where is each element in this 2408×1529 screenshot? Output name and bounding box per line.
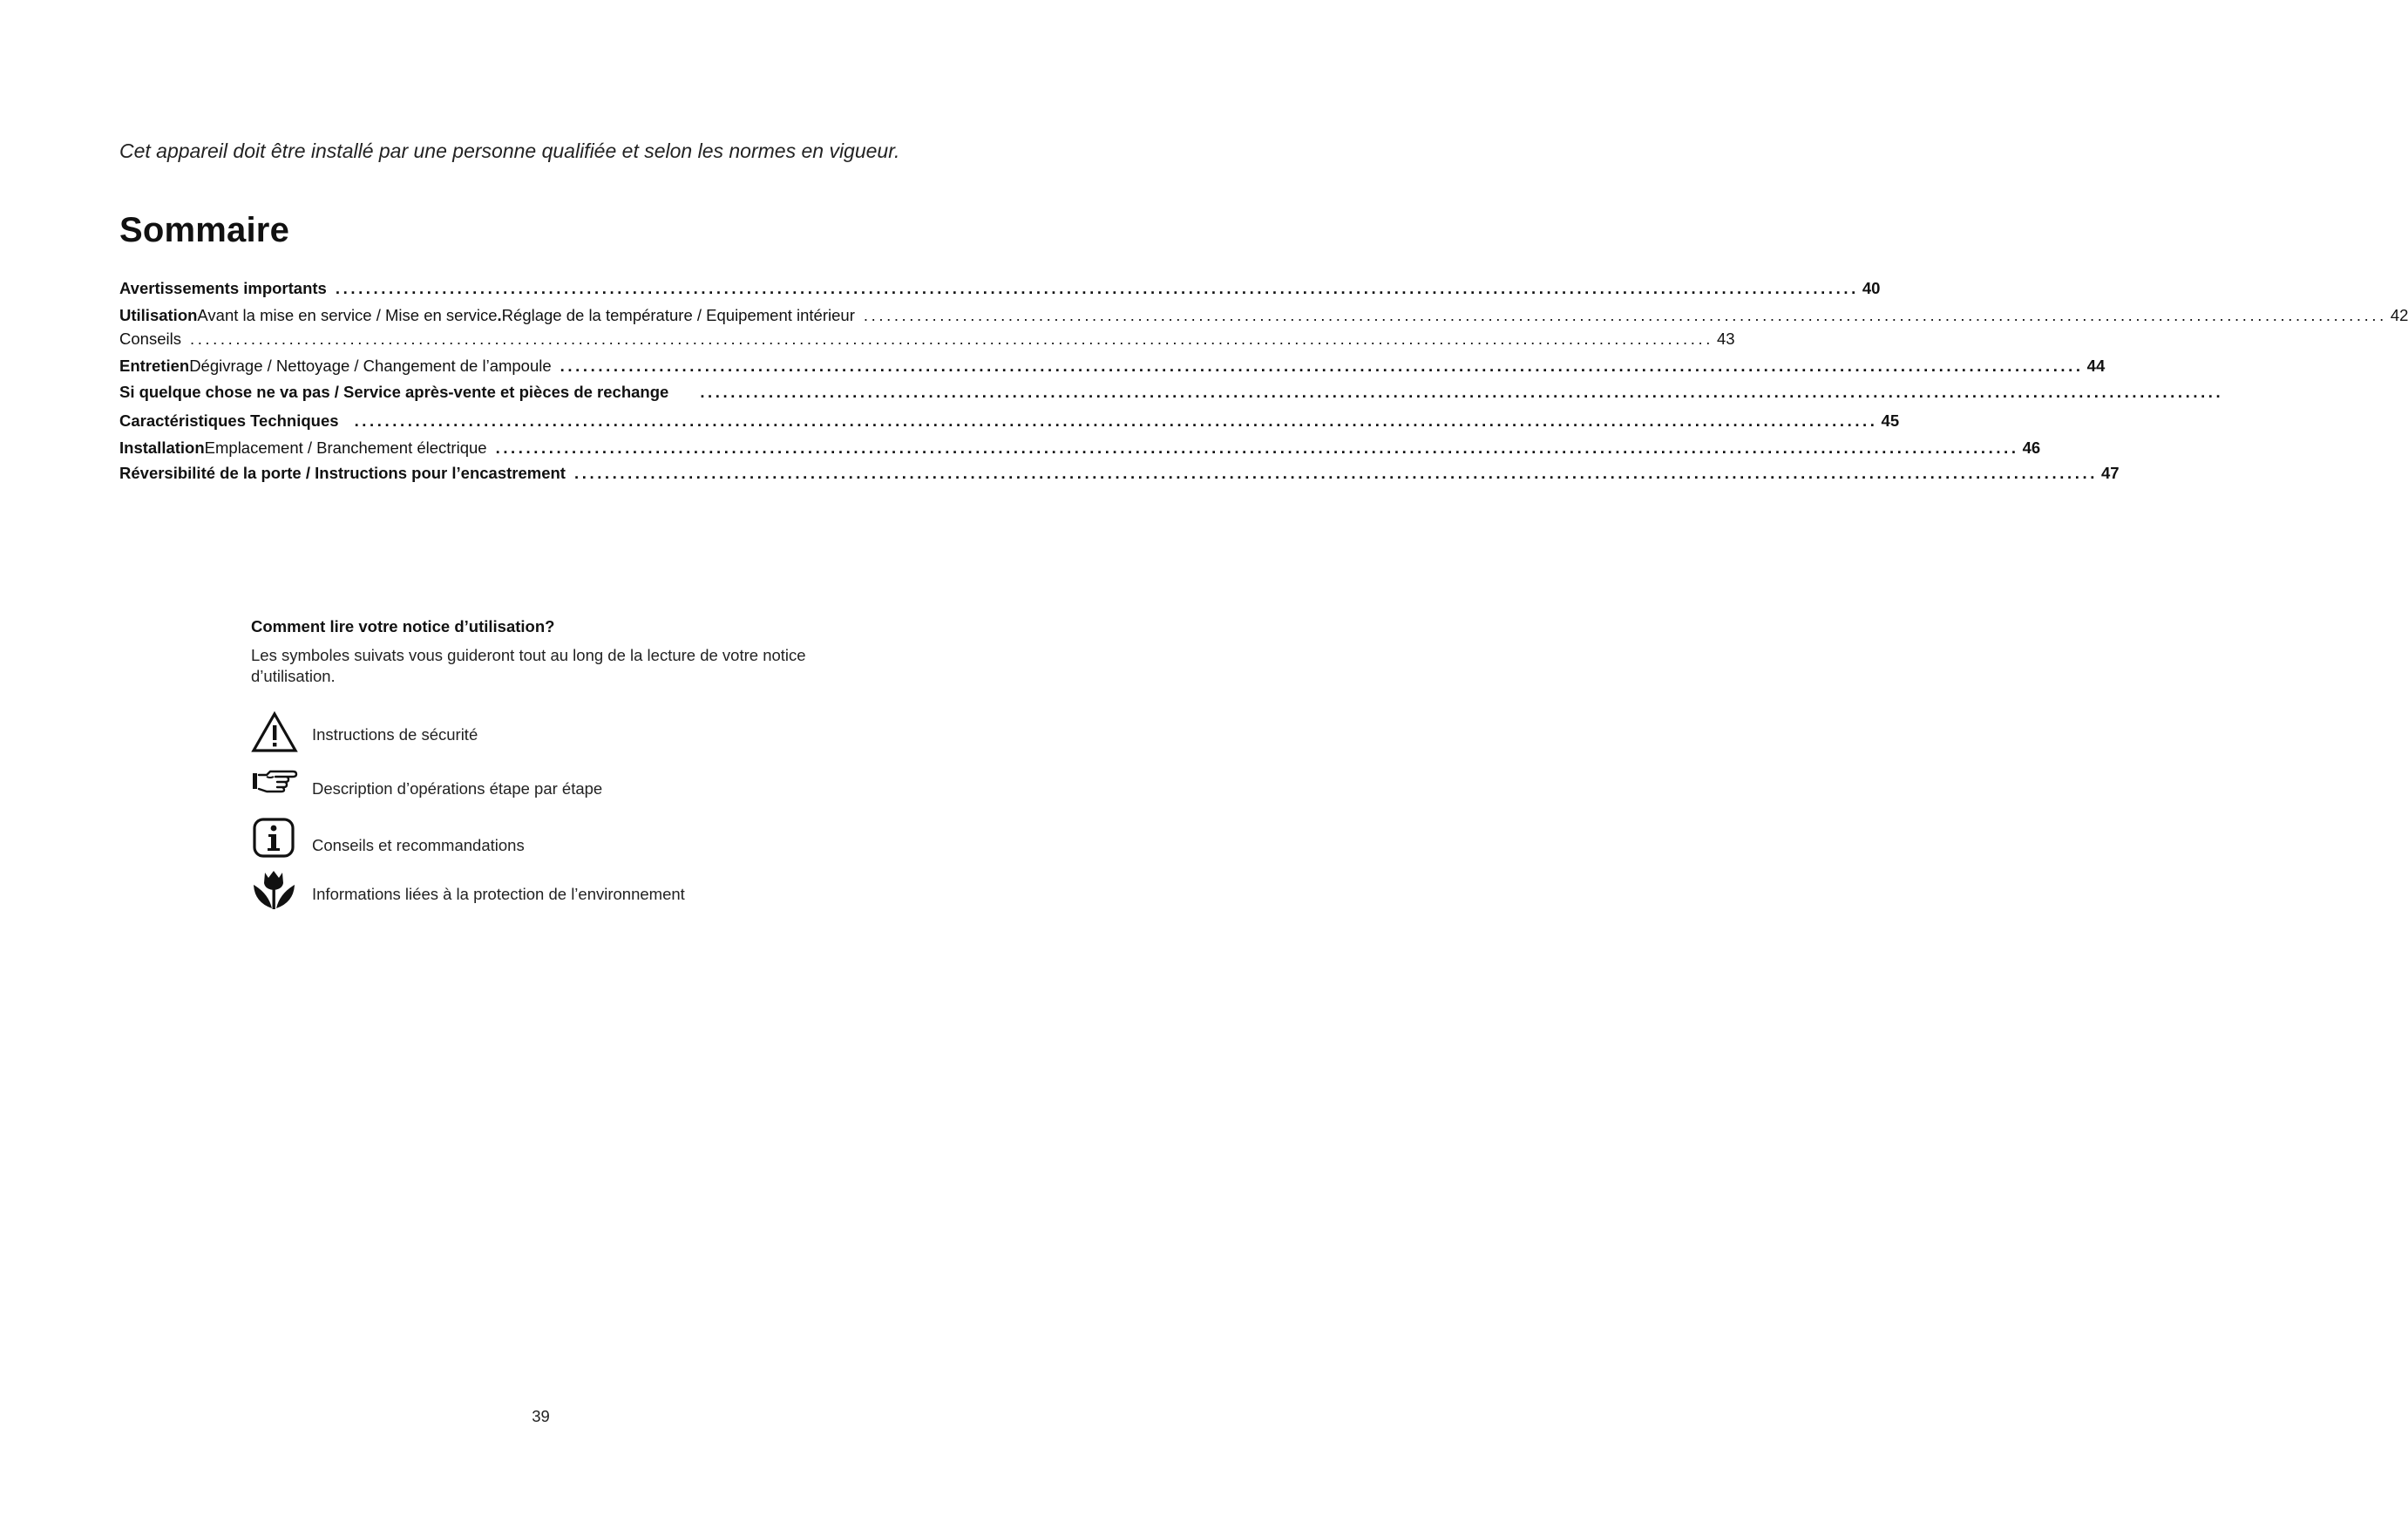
toc-entry-heading: Utilisation [119,306,198,324]
toc-leader-dots: ........................................................................................................................................................................................................ [189,330,1713,348]
toc-leader-dots: ........................................................................................................................................................................................................ [335,279,1859,297]
toc-entry-subtopics: Avant la mise en service / Mise en service [197,306,498,324]
toc-page-number: 47 [2100,464,2120,482]
toc-row[interactable] [119,304,2408,327]
reading-guide [251,617,878,687]
legend-item [251,767,878,812]
toc-row[interactable] [119,328,1735,350]
warning-triangle-icon [251,710,298,754]
toc-entry-subtopics: Dégivrage / Nettoyage / Changement de l’ampoule [189,357,552,375]
reading-guide-title: Comment lire votre notice d’utilisation? [251,617,555,635]
toc-row[interactable] [119,437,2041,459]
toc-page-number: 40 [1862,279,1881,297]
legend-label: Instructions de sécurité [312,725,478,744]
toc-page-number: 44 [2086,357,2106,375]
reading-guide-text: Les symboles suivats vous guideront tout au long de la lecture de votre notice d’utilisation. [251,646,806,685]
table-of-contents [119,277,2408,485]
toc-leader-dots: ........................................................................................................................................................................................................ [573,464,2098,482]
toc-page-number: 46 [2022,438,2041,457]
toc-entry-heading: Installation [119,438,205,457]
toc-entry-subtopics: Réglage de la température / Equipement intérieur [501,306,855,324]
toc-entry-separator: . [497,306,502,324]
toc-leader-dots: ........................................................................................................................................................................................................ [863,306,2387,324]
toc-row[interactable] [119,381,2224,404]
legend-item [251,869,878,914]
toc-entry-heading: Réversibilité de la porte / Instructions pour l’encastrement [119,464,566,482]
toc-leader-dots: ........................................................................................................................................................................................................ [560,357,2084,375]
toc-entry-heading: Caractéristiques Techniques [119,411,339,430]
toc-page-number: 43 [1716,330,1735,348]
toc-leader-dots: ........................................................................................................................................................................................................ [354,411,1878,430]
intro-note: Cet appareil doit être installé par une personne qualifiée et selon les normes en vigueur. [119,139,900,162]
page-title: Sommaire [119,211,290,249]
pointing-hand-icon [251,767,298,811]
toc-row[interactable] [119,277,1881,300]
toc-entry-heading: Entretien [119,357,190,375]
legend-label: Conseils et recommandations [312,836,525,854]
toc-entry-heading: Si quelque chose ne va pas / Service après-vente et pièces de rechange [119,383,669,401]
info-icon [251,817,298,860]
legend-label: Informations liées à la protection de l’environnement [312,885,685,903]
toc-row[interactable] [119,462,2120,485]
toc-entry-heading: Conseils [119,330,181,348]
legend-item [251,710,878,756]
toc-page-number: 42 [2390,306,2408,324]
toc-entry-subtopics: Emplacement / Branchement électrique [204,438,487,457]
toc-page-number: 45 [1881,411,1900,430]
toc-leader-dots: ........................................................................................................................................................................................................ [495,438,2019,457]
legend-item [251,817,878,862]
toc-row[interactable] [119,410,1900,432]
tulip-icon [251,869,298,913]
page-number: 39 [532,1407,550,1425]
legend-label: Description d’opérations étape par étape [312,779,603,798]
toc-leader-dots: ........................................................................................................................................................................................................ [700,383,2224,401]
toc-entry-heading: Avertissements importants [119,279,327,297]
toc-row[interactable] [119,355,2106,377]
